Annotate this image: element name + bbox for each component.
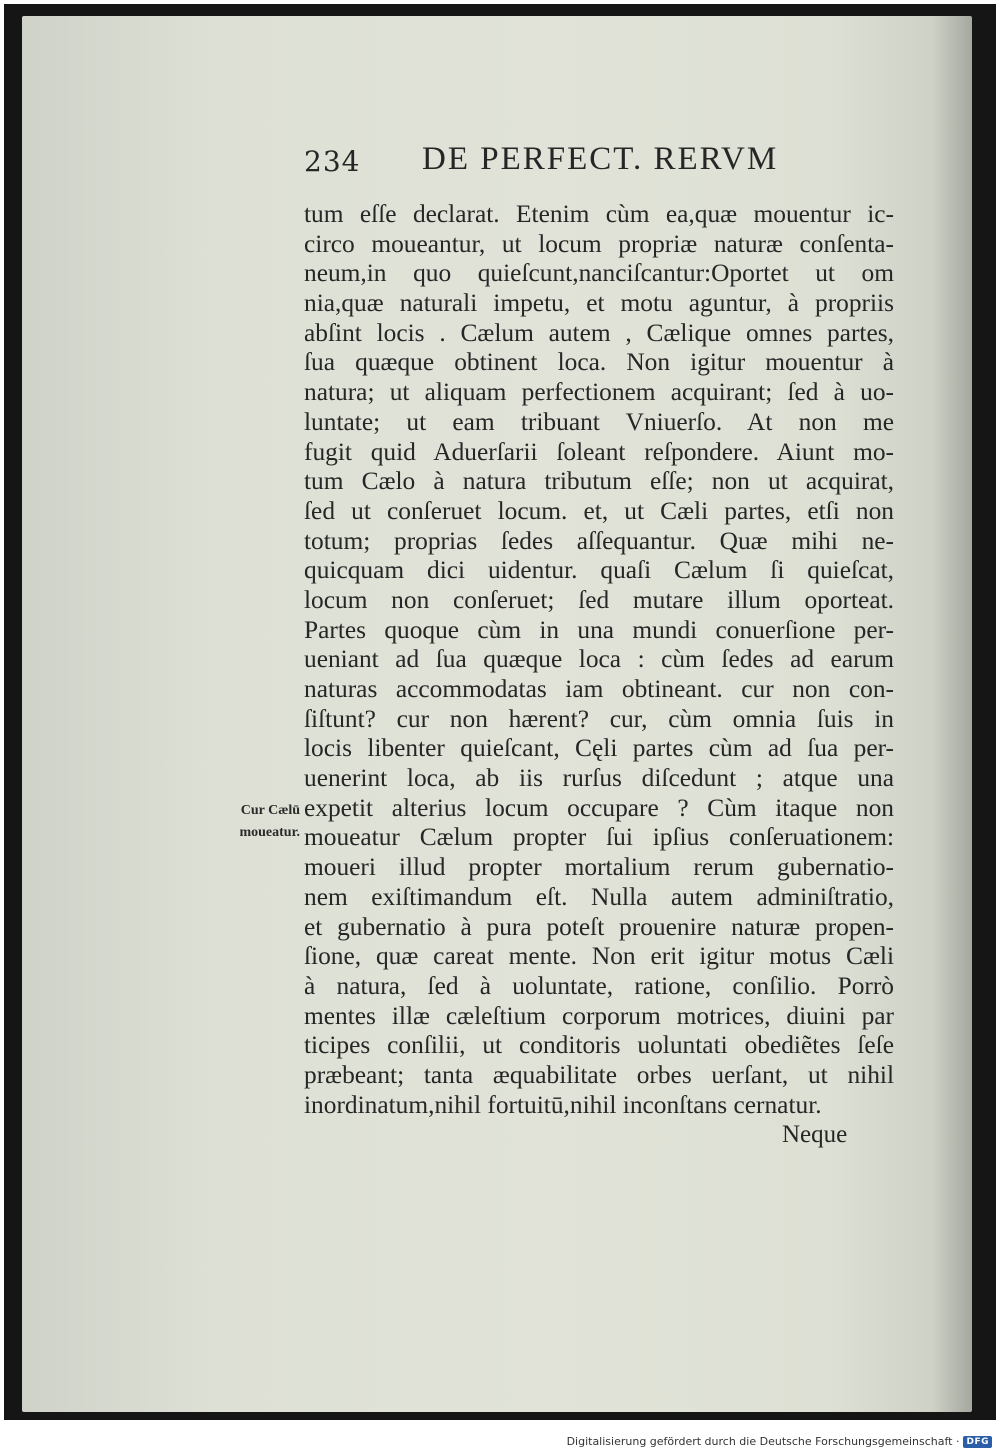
text-line: locis libenter quieſcant, Cęli partes cùm ad ſua per-: [304, 734, 894, 763]
text-line: à natura, ſed à uoluntate, ratione, conſilio. Porrò: [304, 971, 894, 1000]
text-line: inordinatum,nihil fortuitū,nihil inconſtans cernatur.: [304, 1090, 822, 1119]
book-page: [22, 16, 972, 1412]
text-line: abſint locis . Cælum autem , Cælique omnes partes,: [304, 318, 894, 347]
text-line: ſiſtunt? cur non hærent? cur, cùm omnia ſuis in: [304, 704, 894, 733]
footer-credit-text: Digitalisierung gefördert durch die Deutsche Forschungsgemeinschaft ·: [566, 1435, 960, 1448]
text-line: quicquam dici uidentur. quaſi Cælum ſi quieſcat,: [304, 556, 894, 585]
text-line: moueri illud propter mortalium rerum gubernatio-: [304, 853, 894, 882]
text-line: tum Cælo à natura tributum eſſe; non ut acquirat,: [304, 467, 894, 496]
text-line: Partes quoque cùm in una mundi conuerſione per-: [304, 615, 894, 644]
text-line: nia,quæ naturali impetu, et motu aguntur, à propriis: [304, 289, 894, 318]
text-line: præbeant; tanta æquabilitate orbes uerſant, ut nihil: [304, 1060, 894, 1089]
dfg-logo: DFG: [963, 1436, 992, 1448]
text-line: nem exiſtimandum eſt. Nulla autem adminiſtratio,: [304, 882, 894, 911]
running-head: [22, 131, 972, 181]
text-line: naturas accommodatas iam obtineant. cur non con-: [304, 675, 894, 703]
text-line: ſione, quæ careat mente. Non erit igitur motus Cæli: [304, 942, 894, 971]
text-line: expetit alterius locum occupare ? Cùm itaque non: [304, 793, 894, 822]
text-line: moueatur Cælum propter ſui ipſius conſeruationem:: [304, 823, 894, 852]
text-line: ſed ut conſeruet locum. et, ut Cæli partes, etſi non: [304, 496, 894, 525]
text-line: et gubernatio à pura poteſt prouenire naturæ propen-: [304, 912, 894, 941]
text-line: luntate; ut eam tribuant Vniuerſo. At non me: [304, 407, 894, 436]
footer-credit: [567, 1435, 992, 1448]
marginal-note: [208, 800, 300, 844]
body-text: [304, 200, 894, 1120]
text-line: natura; ut aliquam perfectionem acquirant; ſed à uo-: [304, 378, 894, 407]
gutter-shadow: [932, 16, 972, 1412]
text-line: tum eſſe declarat. Etenim cùm ea,quæ mouentur ic-: [304, 200, 894, 228]
running-title: DE PERFECT. RERVM: [422, 141, 779, 177]
text-line: mentes illæ cæleſtium corporum motrices, diuini par: [304, 1001, 894, 1030]
text-line: neum,in quo quieſcunt,nanciſcantur:Oportet ut om: [304, 259, 894, 288]
catchword: Neque: [782, 1121, 848, 1148]
marginal-note-line: moueatur.: [239, 825, 300, 840]
text-line: ſua quæque obtinent loca. Non igitur mouentur à: [304, 348, 894, 377]
text-line: totum; proprias ſedes aſſequantur. Quæ mihi ne-: [304, 526, 894, 555]
text-line: uenerint loca, ab iis rurſus diſcedunt ; atque una: [304, 764, 894, 793]
text-line: locum non conſeruet; ſed mutare illum oporteat.: [304, 585, 894, 614]
text-line: circo moueantur, ut locum propriæ naturæ conſenta-: [304, 229, 894, 258]
text-line: ticipes conſilii, ut conditoris uoluntati obediẽtes ſeſe: [304, 1031, 894, 1060]
page-number: 234: [304, 145, 361, 178]
marginal-note-line: Cur Cælū: [240, 803, 300, 818]
text-line: fugit quid Aduerſarii ſoleant reſpondere. Aiunt mo-: [304, 437, 894, 466]
text-line: ueniant ad ſua quæque loca : cùm ſedes ad earum: [304, 645, 894, 674]
